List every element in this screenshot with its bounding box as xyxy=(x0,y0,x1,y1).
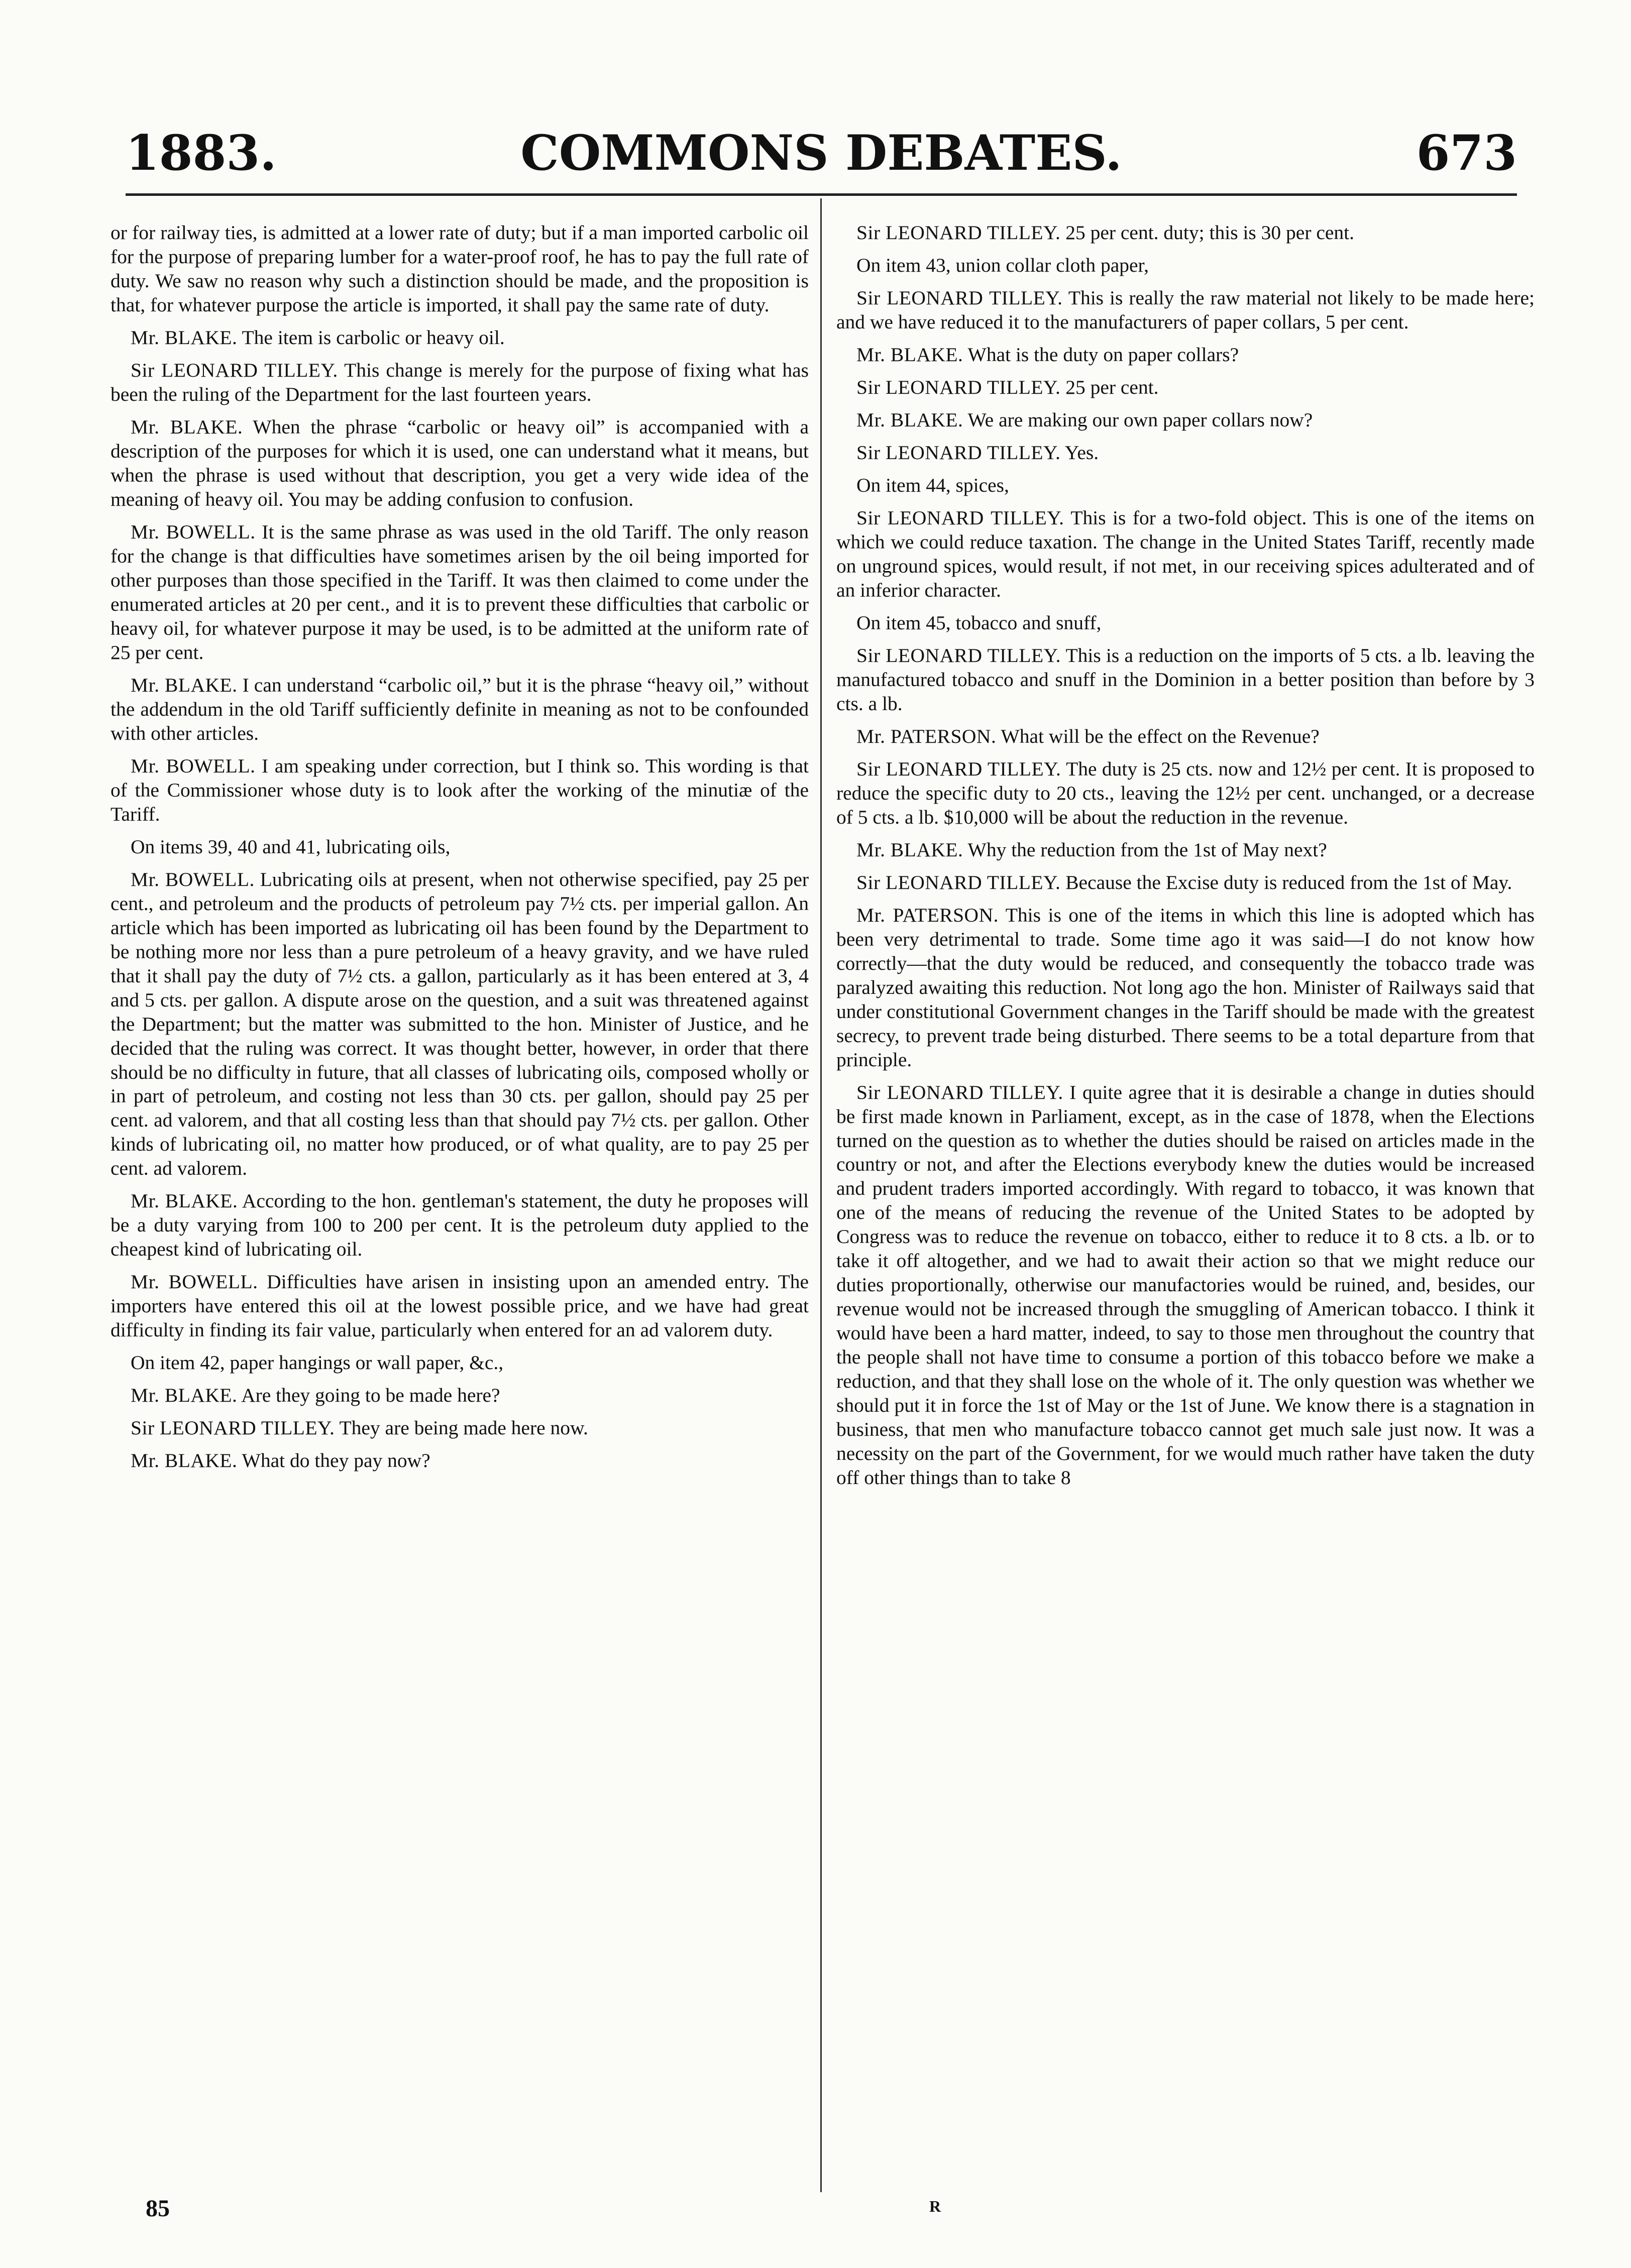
paragraph xyxy=(111,673,809,746)
speaker-name: Sir LEONARD TILLEY. xyxy=(131,359,338,381)
speaker-name: Sir LEONARD TILLEY. xyxy=(856,286,1063,309)
paragraph-text: This is a reduction on the imports of 5 cts. a lb. leaving the manufactured tobacco and snuff in the Dominion in a better position than before by 3 cts. a lb. xyxy=(836,644,1535,715)
speaker-name: Sir LEONARD TILLEY. xyxy=(856,506,1064,529)
paragraph-text: The duty is 25 cts. now and 12½ per cent. It is proposed to reduce the specific duty to 20 cts., leaving the 12½ per cent. unchanged, or a decrease of 5 cts. a lb. $10,000 will be about the reduction in the revenue. xyxy=(836,757,1535,828)
paragraph xyxy=(111,1351,809,1375)
footer-signature-mark: 85 xyxy=(146,2195,170,2222)
left-column xyxy=(111,221,809,2190)
paragraph-text: 25 per cent. duty; this is 30 per cent. xyxy=(1065,221,1355,244)
paragraph xyxy=(111,520,809,665)
header-year: 1883. xyxy=(126,125,277,181)
paragraph-text: 25 per cent. xyxy=(1065,376,1159,398)
paragraph-text: According to the hon. gentleman's statement, the duty he proposes will be a duty varying from 100 to 200 per cent. It is the petroleum duty applied to the cheapest kind of lubricating oil. xyxy=(111,1190,809,1261)
speaker-name: Mr. PATERSON. xyxy=(856,725,997,747)
speaker-name: Mr. BLAKE. xyxy=(131,1190,238,1212)
paragraph-text: They are being made here now. xyxy=(339,1417,588,1439)
paragraph-text: What do they pay now? xyxy=(242,1449,430,1472)
paragraph-text: This is one of the items in which this line is adopted which has been very detrimental to trade. Some time ago it was said—I do not know how correctly—that the duty would be reduced, and consequently the tobacco trade was paralyzed awaiting this reduction. Not long ago the hon. Minister of Railways said that under constitutional Government changes in the Tariff should be made with the greatest secrecy, to prevent trade being disturbed. There seems to be a total departure from that principle. xyxy=(836,903,1535,1071)
footer-right-mark: R xyxy=(929,2197,941,2215)
paragraph xyxy=(836,376,1535,400)
paragraph xyxy=(111,1449,809,1473)
speaker-name: Mr. BOWELL. xyxy=(131,520,256,543)
paragraph xyxy=(836,838,1535,862)
header-page-number: 673 xyxy=(1416,125,1517,181)
paragraph-text: This is really the raw material not likely to be made here; and we have reduced it to the manufacturers of paper collars, 5 per cent. xyxy=(836,286,1535,333)
speaker-name: Sir LEONARD TILLEY. xyxy=(856,376,1061,398)
speaker-name: Sir LEONARD TILLEY. xyxy=(856,441,1061,464)
paragraph-text: or for railway ties, is admitted at a lower rate of duty; but if a man imported carbolic oil for the purpose of preparing lumber for a water-proof roof, he has to pay the full rate of duty. We saw no reason why such a distinction should be made, and the proposition is that, for whatever purpose the article is imported, it shall pay the same rate of duty. xyxy=(111,221,809,316)
paragraph xyxy=(836,441,1535,465)
paragraph xyxy=(836,474,1535,498)
speaker-name: Sir LEONARD TILLEY. xyxy=(856,757,1061,780)
paragraph-text: On item 45, tobacco and snuff, xyxy=(856,611,1102,634)
speaker-name: Sir LEONARD TILLEY. xyxy=(856,871,1061,893)
paragraph-text: We are making our own paper collars now? xyxy=(967,408,1313,431)
paragraph xyxy=(836,871,1535,895)
paragraph xyxy=(111,1384,809,1408)
page-header xyxy=(126,121,1517,186)
speaker-name: Sir LEONARD TILLEY. xyxy=(856,221,1061,244)
paragraph xyxy=(111,359,809,407)
speaker-name: Mr. PATERSON. xyxy=(856,903,999,926)
paragraph-text: On item 44, spices, xyxy=(856,474,1009,496)
paragraph xyxy=(836,611,1535,635)
paragraph-text: Lubricating oils at present, when not otherwise specified, pay 25 per cent., and petroleum and the products of petroleum pay 7½ cts. per imperial gallon. An article which has been imported as lubricating oil has been found by the Department to be nothing more nor less than a pure petroleum of a heavy gravity, and we have ruled that it shall pay the duty of 7½ cts. a gallon, particularly as it has been entered at 3, 4 and 5 cts. per gallon. A dispute arose on the question, and a suit was threatened against the Department; but the matter was submitted to the hon. Minister of Justice, and he decided that the ruling was correct. It was thought better, however, in order that there should be no difficulty in future, that all classes of lubricating oils, composed wholly or in part of petroleum, and costing not less than 30 cts. per gallon, should pay 25 per cent. ad valorem, and that all costing less than that should pay 7½ cts. per gallon. Other kinds of lubricating oil, no matter how produced, or of what quality, are to pay 25 per cent. ad valorem. xyxy=(111,868,809,1180)
speaker-name: Mr. BLAKE. xyxy=(131,1449,238,1472)
paragraph xyxy=(836,254,1535,278)
paragraph xyxy=(836,343,1535,367)
paragraph-text: This change is merely for the purpose of fixing what has been the ruling of the Department for the last fourteen years. xyxy=(111,359,809,405)
paragraph xyxy=(836,506,1535,603)
speaker-name: Mr. BOWELL. xyxy=(131,754,256,777)
speaker-name: Mr. BLAKE. xyxy=(131,326,238,349)
paragraph-text: It is the same phrase as was used in the old Tariff. The only reason for the change is that difficulties have sometimes arisen by the oil being imported for other purposes than those specified in the Tariff. It was then claimed to come under the enumerated articles at 20 per cent., and it is to prevent these difficulties that carbolic or heavy oil, for whatever purpose it may be used, is to be admitted at the uniform rate of 25 per cent. xyxy=(111,520,809,663)
speaker-name: Mr. BLAKE. xyxy=(856,838,963,861)
paragraph xyxy=(836,903,1535,1072)
paragraph-text: The item is carbolic or heavy oil. xyxy=(242,326,505,349)
paragraph-text: On item 43, union collar cloth paper, xyxy=(856,254,1149,276)
paragraph xyxy=(111,221,809,317)
speaker-name: Mr. BOWELL. xyxy=(131,1271,258,1293)
right-column xyxy=(836,221,1535,2190)
speaker-name: Mr. BLAKE. xyxy=(856,408,963,431)
paragraph-text: Are they going to be made here? xyxy=(241,1384,500,1407)
speaker-name: Mr. BLAKE. xyxy=(856,343,963,366)
speaker-name: Sir LEONARD TILLEY. xyxy=(856,644,1061,666)
paragraph xyxy=(111,1416,809,1440)
header-title: COMMONS DEBATES. xyxy=(520,125,1122,181)
paragraph xyxy=(836,757,1535,830)
paragraph xyxy=(836,286,1535,334)
paragraph-text: What will be the effect on the Revenue? xyxy=(1001,725,1320,747)
paragraph-text: When the phrase “carbolic or heavy oil” is accompanied with a description of the purposes for which it is used, one can understand what it means, but when the phrase is used without that description, you get a very wide idea of the meaning of heavy oil. You may be adding confusion to confusion. xyxy=(111,415,809,510)
paragraph-text: I quite agree that it is desirable a change in duties should be first made known in Parliament, except, as in the case of 1878, when the Elections turned on the question as to whether the duties should be raised on articles made in the country or not, and after the Elections everybody knew the duties would be increased and prudent traders imported accordingly. With regard to tobacco, it was known that one of the means of reducing the revenue of the United States to be adopted by Congress was to reduce the revenue on tobacco, either to reduce it to 8 cts. a lb. or to take it off altogether, and we had to await their action so that we might reduce our duties proportionally, otherwise our manufactories would be ruined, and, besides, our revenue would not be increased through the smuggling of American tobacco. I think it would have been a hard matter, indeed, to say to those men throughout the country that the people shall not have time to consume a portion of this tobacco before we make a reduction, and that they shall lose on the whole of it. The only question was whether we should put it in force the 1st of May or the 1st of June. We know there is a stagnation in business, that men who manufacture tobacco cannot get much sale just now. It was a necessity on the part of the Government, for we would much rather have taken the duty off other things than to take 8 xyxy=(836,1081,1535,1489)
paragraph xyxy=(111,868,809,1181)
paragraph xyxy=(836,221,1535,245)
paragraph-text: Yes. xyxy=(1064,441,1099,464)
speaker-name: Sir LEONARD TILLEY. xyxy=(131,1417,335,1439)
paragraph xyxy=(836,725,1535,749)
paragraph-text: On items 39, 40 and 41, lubricating oils, xyxy=(131,835,451,858)
speaker-name: Mr. BLAKE. xyxy=(131,1384,238,1407)
paragraph xyxy=(111,754,809,827)
paragraph xyxy=(111,1270,809,1342)
paragraph-text: This is for a two-fold object. This is one of the items on which we could reduce taxation. The change in the United States Tariff, recently made on unground spices, would result, if not met, in our receiving spices adulterated and of an inferior character. xyxy=(836,506,1535,601)
paragraph xyxy=(111,326,809,350)
paragraph-text: On item 42, paper hangings or wall paper, &c., xyxy=(131,1351,504,1374)
paragraph xyxy=(111,1189,809,1262)
paragraph-text: Difficulties have arisen in insisting upon an amended entry. The importers have entered this oil at the lowest possible price, and we have had great difficulty in finding its fair value, particularly when entered for an ad valorem duty. xyxy=(111,1271,809,1341)
speaker-name: Mr. BOWELL. xyxy=(131,868,255,890)
paragraph xyxy=(111,835,809,859)
paragraph-text: What is the duty on paper collars? xyxy=(967,343,1239,366)
paragraph-text: Why the reduction from the 1st of May next? xyxy=(967,838,1327,861)
speaker-name: Mr. BLAKE. xyxy=(131,415,243,438)
header-rule xyxy=(126,193,1517,196)
paragraph-text: I can understand “carbolic oil,” but it is the phrase “heavy oil,” without the addendum in the old Tariff sufficiently definite in meaning as not to be confounded with other articles. xyxy=(111,673,809,744)
column-divider xyxy=(820,198,822,2192)
paragraph-text: Because the Excise duty is reduced from the 1st of May. xyxy=(1065,871,1512,893)
speaker-name: Mr. BLAKE. xyxy=(131,673,238,696)
speaker-name: Sir LEONARD TILLEY. xyxy=(856,1081,1063,1103)
paragraph xyxy=(111,415,809,512)
paragraph-text: I am speaking under correction, but I think so. This wording is that of the Commissioner whose duty is to look after the working of the minutiæ of the Tariff. xyxy=(111,754,809,825)
paragraph xyxy=(836,408,1535,432)
paragraph xyxy=(836,644,1535,716)
paragraph xyxy=(836,1081,1535,1491)
